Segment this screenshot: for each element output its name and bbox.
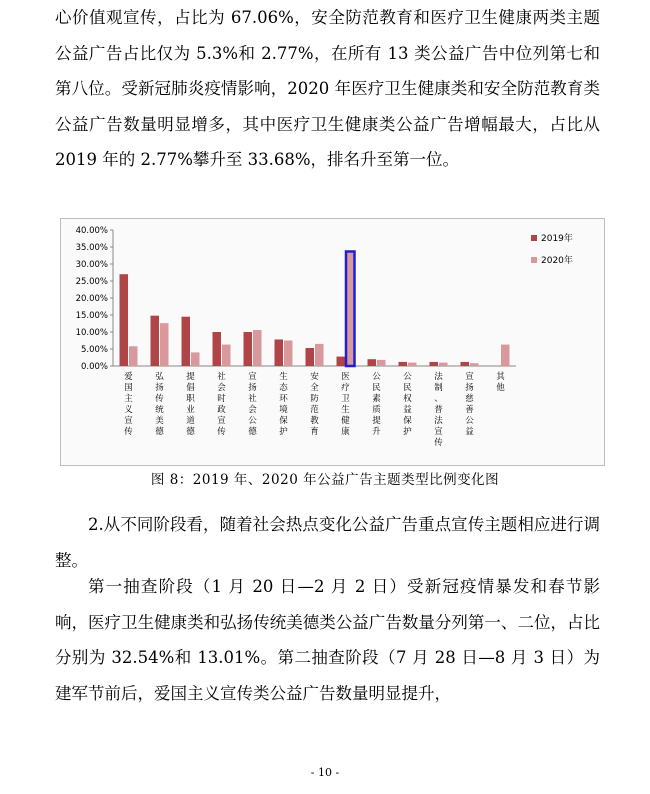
y-tick-label: 5.00% bbox=[80, 345, 108, 355]
bar-2019 bbox=[213, 332, 222, 366]
bar-chart bbox=[61, 219, 606, 467]
bar-2020 bbox=[470, 363, 479, 366]
bar-2019 bbox=[430, 362, 439, 366]
body-paragraph-1: 心价值观宣传，占比为 67.06%，安全防范教育和医疗卫生健康两类主题公益广告占比仅为 5.3%和 2.77%，在所有 13 类公益广告中位列第七和第八位。受新冠肺炎疫情影响，2020 年医疗卫生健康类和安全防范教育类公益广告数量明显增多，其中医疗卫生健康类公益广告增幅最大，占比从 2019 年的 2.77%攀升至 33.68%，排名升至第一位。 bbox=[55, 8, 600, 169]
bar-2020 bbox=[253, 330, 262, 366]
legend-swatch bbox=[531, 235, 537, 241]
legend-label: 2019年 bbox=[541, 234, 573, 244]
y-tick-label: 0.00% bbox=[80, 362, 108, 372]
bar-2020-highlighted bbox=[346, 251, 355, 366]
body-paragraph-2: 2.从不同阶段看，随着社会热点变化公益广告重点宣传主题相应进行调整。 bbox=[55, 515, 600, 570]
bar-2019 bbox=[337, 357, 346, 366]
y-tick-label: 35.00% bbox=[75, 243, 108, 253]
category-label: 爱国主义宣传 bbox=[124, 372, 133, 437]
category-label: 宣扬慈善公益 bbox=[465, 372, 474, 437]
bar-2019 bbox=[182, 317, 191, 366]
y-tick-label: 25.00% bbox=[75, 277, 108, 287]
bar-2020 bbox=[284, 341, 293, 367]
category-label: 公民权益保护 bbox=[403, 372, 412, 437]
category-label: 公民素质提升 bbox=[372, 372, 381, 437]
y-tick-label: 15.00% bbox=[75, 311, 108, 321]
bar-2019 bbox=[120, 274, 129, 366]
bar-2019 bbox=[151, 316, 160, 366]
category-label: 其他 bbox=[496, 372, 505, 393]
bar-2019 bbox=[306, 348, 315, 366]
bar-2019 bbox=[275, 339, 284, 366]
body-paragraph-3: 第一抽查阶段（1 月 20 日—2 月 2 日）受新冠疫情暴发和春节影响，医疗卫生健康类和弘扬传统美德类公益广告数量分列第一、二位，占比分别为 32.54%和 13.01%。第二抽查阶段（7 月 28 日—8 月 3 日）为建军节前后，爱国主义宣传类公益广告数量明显提升， bbox=[55, 577, 600, 703]
bar-2019 bbox=[461, 362, 470, 366]
category-label: 弘扬传统美德 bbox=[155, 372, 164, 437]
category-label: 生态环境保护 bbox=[279, 372, 288, 437]
category-label: 宣扬社会公德 bbox=[248, 372, 257, 437]
bar-2020 bbox=[439, 363, 448, 366]
bar-2020 bbox=[160, 323, 169, 366]
page-number: - 10 - bbox=[310, 766, 340, 779]
legend-swatch bbox=[531, 257, 537, 263]
bar-2019 bbox=[368, 359, 377, 366]
category-label: 法制、普法宣传 bbox=[434, 372, 443, 448]
category-label: 安全防范教育 bbox=[310, 372, 319, 437]
bar-2020 bbox=[315, 344, 324, 366]
category-label: 提倡职业道德 bbox=[186, 372, 195, 437]
legend-label: 2020年 bbox=[541, 256, 573, 266]
y-tick-label: 30.00% bbox=[75, 260, 108, 270]
bar-2020 bbox=[129, 346, 138, 366]
y-tick-label: 20.00% bbox=[75, 294, 108, 304]
chart-container bbox=[60, 218, 605, 466]
y-tick-label: 10.00% bbox=[75, 328, 108, 338]
figure-caption: 图 8：2019 年、2020 年公益广告主题类型比例变化图 bbox=[150, 472, 500, 488]
category-label: 医疗卫生健康 bbox=[341, 372, 350, 437]
bar-2020 bbox=[191, 352, 200, 366]
bar-2020 bbox=[222, 345, 231, 366]
bar-2020 bbox=[408, 363, 417, 366]
bar-2019 bbox=[399, 362, 408, 366]
category-label: 社会时政宣传 bbox=[217, 372, 226, 437]
y-tick-label: 40.00% bbox=[75, 226, 108, 236]
bar-2019 bbox=[244, 332, 253, 366]
bar-2020 bbox=[501, 345, 510, 366]
bar-2020 bbox=[377, 360, 386, 366]
